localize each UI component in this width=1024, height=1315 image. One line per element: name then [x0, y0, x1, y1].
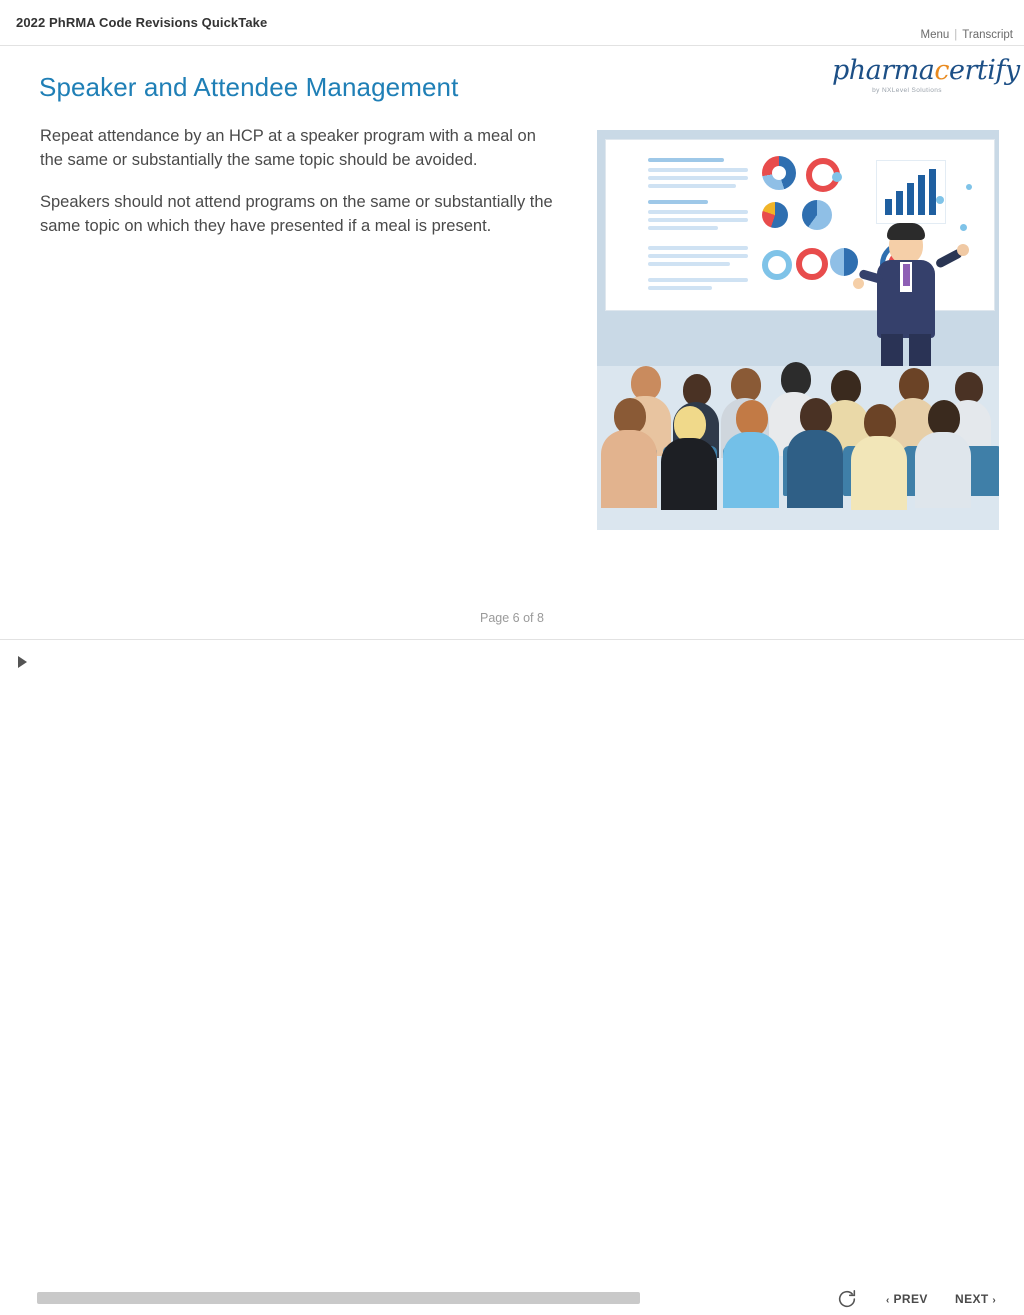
bar-chart [876, 160, 946, 224]
chevron-right-icon: › [992, 1295, 997, 1306]
top-bar [0, 0, 1024, 46]
seek-bar[interactable] [37, 1292, 640, 1304]
slide-stage [8, 46, 1020, 636]
logo-part-ertify: ertify [949, 55, 1020, 86]
body-paragraph-2: Speakers should not attend programs on the same or substantially the same topic on which they have presented if a meal is present. [40, 193, 553, 235]
logo-wordmark [832, 55, 1020, 86]
logo-tagline: by NXLevel Solutions [872, 87, 942, 94]
slide-illustration [597, 130, 999, 530]
next-button-label: NEXT [955, 1292, 989, 1306]
logo-part-c: c [934, 55, 950, 86]
link-separator: | [954, 29, 958, 41]
pie-chart-3 [762, 202, 788, 228]
prev-button-label: PREV [893, 1292, 928, 1306]
page-indicator: Page 6 of 8 [480, 611, 544, 625]
chevron-left-icon: ‹ [886, 1295, 890, 1306]
page-title: Speaker and Attendee Management [39, 72, 459, 102]
presenter [867, 226, 967, 386]
menu-link[interactable]: Menu [920, 29, 950, 41]
pie-chart-4 [802, 200, 832, 230]
body-paragraph-1: Repeat attendance by an HCP at a speaker program with a meal on the same or substantially the same topic should be avoided. [40, 127, 536, 169]
pharmacertify-logo [832, 55, 1020, 94]
replay-icon[interactable] [836, 1288, 858, 1310]
top-bar-links [921, 29, 1013, 41]
course-title: 2022 PhRMA Code Revisions QuickTake [16, 15, 268, 30]
slide-body-copy [40, 124, 560, 256]
prev-button[interactable] [886, 1292, 928, 1306]
next-button[interactable] [955, 1292, 996, 1306]
player-controls [0, 639, 1024, 1306]
play-icon[interactable] [18, 656, 27, 668]
transcript-link[interactable]: Transcript [962, 29, 1013, 41]
logo-part-pharma: pharma [832, 55, 935, 86]
